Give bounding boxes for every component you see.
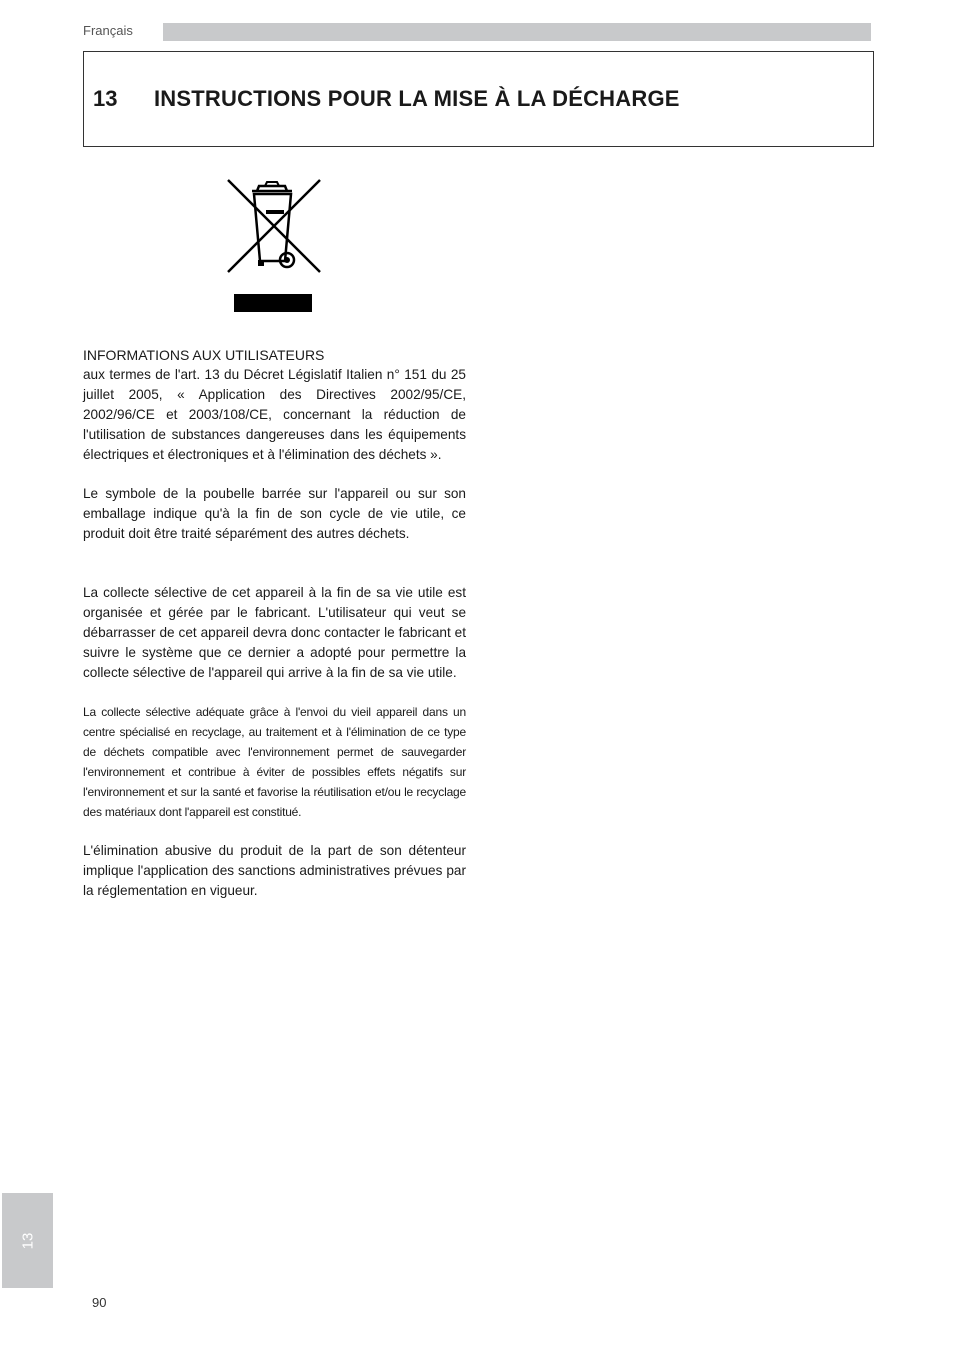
- weee-underline-bar: [234, 294, 312, 312]
- chapter-side-tab: [2, 1193, 53, 1288]
- header-bar: [163, 23, 871, 41]
- paragraph-symbol-meaning: Le symbole de la poubelle barrée sur l'appareil ou sur son emballage indique qu'à la fin de son cycle de vie utile, ce produit doit être traité séparément des autres déchets.: [83, 486, 466, 541]
- paragraph-legal-reference: aux termes de l'art. 13 du Décret Législatif Italien n° 151 du 25 juillet 2005, « Application des Directives 2002/95/CE, 2002/96/CE et 2003/108/CE, concernant la réduction de l'utilisation de substances dangereuses dans les équipements électriques et électroniques et à l'élimination des déchets ».: [83, 367, 466, 462]
- side-tab-number: 13: [19, 1232, 36, 1249]
- paragraph-sanctions: L'élimination abusive du produit de la part de son détenteur implique l'application des sanctions administratives prévues par la réglementation en vigueur.: [83, 843, 466, 898]
- paragraph-collection: La collecte sélective de cet appareil à la fin de sa vie utile est organisée et gérée par le fabricant. L'utilisateur qui veut se débarrasser de cet appareil devra donc contacter le fabricant et suivre le système que ce dernier a adopté pour permettre la collecte sélective de l'appareil qui arrive à la fin de sa vie utile.: [83, 585, 466, 680]
- chapter-title: INSTRUCTIONS POUR LA MISE À LA DÉCHARGE: [154, 86, 680, 111]
- crossed-out-wheelie-bin-icon: [225, 176, 323, 276]
- main-text-column: [83, 345, 466, 901]
- chapter-number: 13: [93, 86, 118, 111]
- section-heading: INFORMATIONS AUX UTILISATEURS: [83, 347, 325, 363]
- page-number: 90: [92, 1295, 107, 1310]
- language-label: Français: [83, 23, 133, 38]
- chapter-title-box: [83, 51, 874, 147]
- paragraph-recycling: La collecte sélective adéquate grâce à l'envoi du vieil appareil dans un centre spécialisé en recyclage, au traitement et à l'élimination de ce type de déchets compatible avec l'environnement permet de sauvegarder l'environnement et contribue à éviter de possibles effets négatifs sur l'environnement et sur la santé et favorise la réutilisation et/ou le recyclage des matériaux dont l'appareil est constitué.: [83, 705, 466, 819]
